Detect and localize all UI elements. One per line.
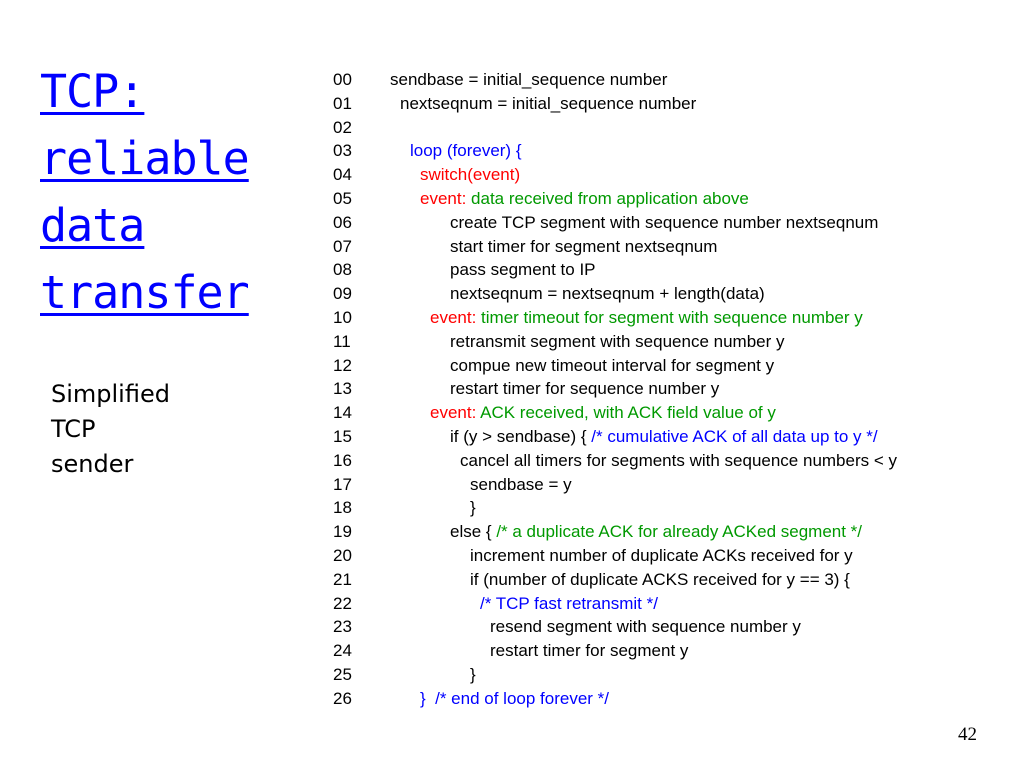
code-segment: compue new timeout interval for segment y (450, 355, 775, 375)
code-text (420, 163, 520, 187)
line-number: 12 (333, 355, 352, 375)
code-segment: data received from application above (471, 188, 749, 208)
code-segment: timer timeout for segment with sequence number y (481, 307, 863, 327)
line-number: 15 (333, 426, 352, 446)
code-segment: start timer for segment nextseqnum (450, 236, 718, 256)
code-text (480, 592, 658, 616)
subtitle-line: TCP (51, 415, 96, 443)
title-line: data (40, 199, 145, 252)
line-number: 00 (333, 70, 352, 89)
code-segment: } (470, 664, 476, 684)
code-text (460, 449, 897, 473)
code-segment: retransmit segment with sequence number y (450, 331, 785, 351)
line-number: 04 (333, 165, 352, 185)
line-number: 11 (333, 331, 351, 351)
code-text (470, 496, 476, 520)
code-text (450, 425, 878, 449)
code-text (430, 401, 776, 425)
code-text (420, 187, 749, 211)
line-number: 20 (333, 545, 352, 565)
code-text (490, 639, 688, 663)
code-segment: sendbase = initial_sequence number (390, 70, 668, 89)
code-text (450, 235, 717, 259)
code-text (450, 211, 878, 235)
page-number: 42 (958, 724, 977, 745)
code-text (450, 354, 774, 378)
code-text (410, 139, 522, 163)
code-text (400, 92, 696, 116)
code-text (470, 568, 850, 592)
code-segment: increment number of duplicate ACKs received for y (470, 545, 853, 565)
line-number: 14 (333, 403, 352, 423)
code-segment: } (420, 688, 436, 708)
code-segment: create TCP segment with sequence number nextseqnum (450, 212, 879, 232)
line-number: 01 (333, 93, 352, 113)
code-segment: resend segment with sequence number y (490, 617, 801, 637)
code-segment: nextseqnum = nextseqnum + length(data) (450, 284, 765, 304)
line-number: 10 (333, 307, 352, 327)
code-segment: if (number of duplicate ACKS received for y == 3) { (470, 569, 850, 589)
code-segment: pass segment to IP (450, 260, 596, 280)
code-text (420, 687, 609, 711)
code-segment: /* TCP fast retransmit */ (480, 593, 658, 613)
code-text (470, 663, 476, 687)
code-text (470, 544, 853, 568)
line-number: 03 (333, 141, 352, 161)
line-number: 09 (333, 284, 352, 304)
code-text (470, 473, 572, 497)
code-segment: switch(event) (420, 165, 521, 185)
code-segment: if (y > sendbase) { (450, 426, 592, 446)
line-number: 24 (333, 641, 352, 661)
title-line: transfer (40, 266, 249, 319)
code-text (450, 520, 862, 544)
line-number: 02 (333, 117, 352, 137)
code-text (390, 68, 667, 92)
line-number: 19 (333, 522, 352, 542)
line-number: 13 (333, 379, 352, 399)
line-number: 22 (333, 593, 352, 613)
line-number: 06 (333, 212, 352, 232)
line-number: 07 (333, 236, 352, 256)
code-segment: cancel all timers for segments with sequence numbers < y (460, 450, 898, 470)
code-segment: restart timer for segment y (490, 641, 689, 661)
code-text (450, 258, 596, 282)
code-segment: /* cumulative ACK of all data up to y */ (591, 426, 878, 446)
line-number: 26 (333, 688, 352, 708)
code-segment: ACK received, with ACK field value of y (480, 403, 776, 423)
code-segment: /* a duplicate ACK for already ACKed segment */ (496, 522, 863, 542)
code-segment: /* end of loop forever */ (435, 688, 610, 708)
line-number: 25 (333, 664, 352, 684)
subtitle-line: sender (51, 450, 134, 478)
line-number: 05 (333, 188, 352, 208)
code-segment: nextseqnum = initial_sequence number (400, 93, 697, 113)
code-text (450, 282, 765, 306)
line-number: 18 (333, 498, 352, 518)
line-number: 16 (333, 450, 352, 470)
line-number: 23 (333, 617, 352, 637)
code-segment: sendbase = y (470, 474, 572, 494)
code-text (450, 377, 719, 401)
code-segment: } (470, 498, 476, 518)
line-number: 08 (333, 260, 352, 280)
code-text (450, 330, 785, 354)
slide-subtitle (51, 377, 170, 482)
code-segment: loop (forever) { (410, 141, 522, 161)
code-segment: else { (450, 522, 497, 542)
code-text (430, 306, 863, 330)
subtitle-line: Simplified (51, 380, 170, 408)
slide-title (40, 58, 249, 326)
code-segment: event: (430, 403, 481, 423)
title-line: reliable (40, 132, 249, 185)
code-text (490, 615, 801, 639)
code-segment: event: (420, 188, 472, 208)
line-number: 21 (333, 569, 352, 589)
line-number: 17 (333, 474, 352, 494)
title-line: TCP: (40, 65, 145, 118)
code-segment: restart timer for sequence number y (450, 379, 720, 399)
code-segment: event: (430, 307, 482, 327)
